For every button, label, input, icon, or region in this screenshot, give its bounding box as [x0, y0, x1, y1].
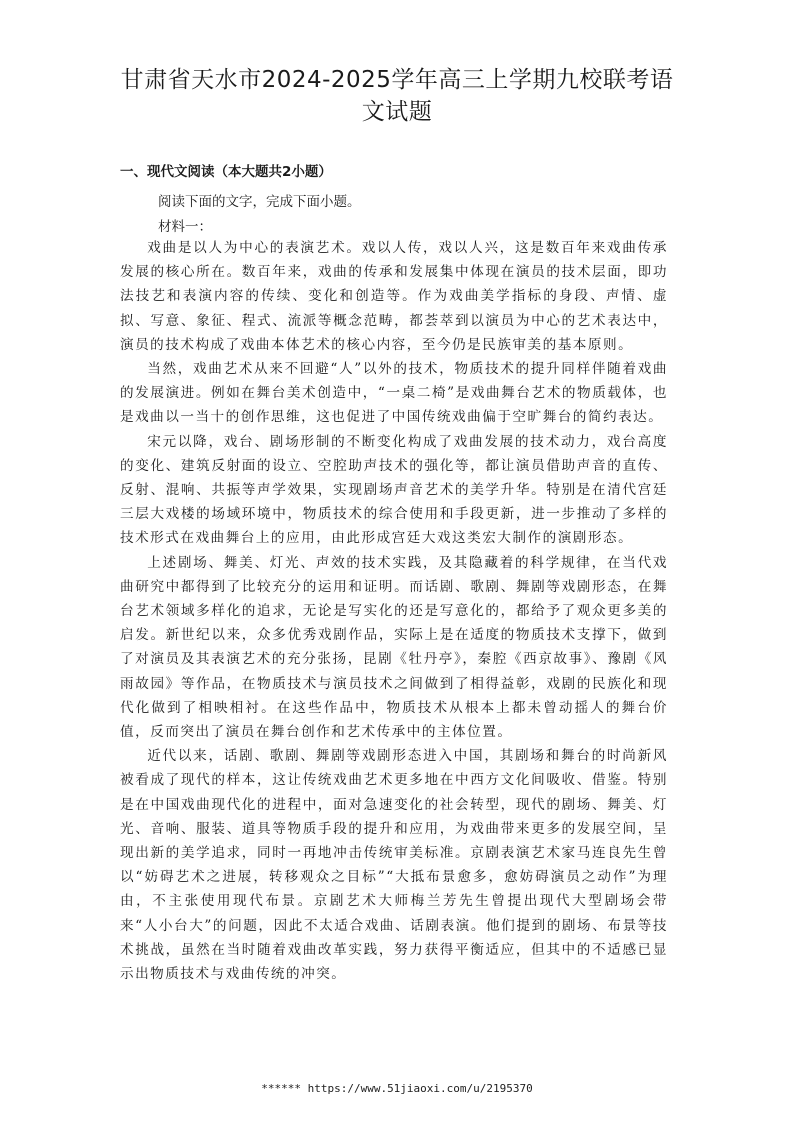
paragraph: 戏曲是以人为中心的表演艺术。戏以人传，戏以人兴，这是数百年来戏曲传承发展的核心所在。数百年来，戏曲的传承和发展集中体现在演员的技术层面，即功法技艺和表演内容的传续、变化和创造等。作为戏曲美学指标的身段、声情、虚拟、写意、象征、程式、流派等概念范畴，都荟萃到以演员为中心的艺术表达中，演员的技术构成了戏曲本体艺术的核心内容，至今仍是民族审美的基本原则。 [120, 240, 668, 353]
paragraph: 当然，戏曲艺术从来不回避“人”以外的技术，物质技术的提升同样伴随着戏曲的发展演进。例如在舞台美术创造中，“一桌二椅”是戏曲舞台艺术的物质载体，也是戏曲以一当十的创作思维，这也促进了中国传统戏曲偏于空旷舞台的简约表达。 [120, 361, 668, 426]
footer-url: ****** https://www.51jiaoxi.com/u/2195370 [261, 1082, 533, 1095]
paragraph: 宋元以降，戏台、剧场形制的不断变化构成了戏曲发展的技术动力，戏台高度的变化、建筑反射面的设立、空腔助声技术的强化等，都让演员借助声音的直传、反射、混响、共振等声学效果，实现剧场声音艺术的美学升华。特别是在清代宫廷三层大戏楼的场域环境中，物质技术的综合使用和手段更新，进一步推动了多样的技术形式在戏曲舞台上的应用，由此形成宫廷大戏这类宏大制作的演剧形态。 [120, 433, 668, 547]
material-label: 材料一： [158, 219, 212, 235]
paragraph: 上述剧场、舞美、灯光、声效的技术实践，及其隐藏着的科学规律，在当代戏曲研究中都得到了比较充分的运用和证明。而话剧、歌剧、舞剧等戏剧形态，在舞台艺术领域多样化的追求，无论是写实化的还是写意化的，都给予了观众更多美的启发。新世纪以来，众多优秀戏剧作品，实际上是在适度的物质技术支撑下，做到了对演员及其表演艺术的充分张扬，昆剧《牡丹亭》，秦腔《西京故事》、豫剧《风雨故园》等作品，在物质技术与演员技术之间做到了相得益彰，戏剧的民族化和现代化做到了相映相衬。在这些作品中，物质技术从根本上都未曾动摇人的舞台价值，反而突出了演员在舞台创作和艺术传承中的主体位置。 [120, 554, 668, 741]
section-heading: 一、现代文阅读（本大题共2小题） [120, 164, 332, 180]
passage-body [120, 236, 668, 986]
reading-instruction: 阅读下面的文字，完成下面小题。 [158, 194, 361, 210]
document-title: 甘肃省天水市2024-2025学年高三上学期九校联考语文试题 [120, 67, 674, 125]
paragraph: 近代以来，话剧、歌剧、舞剧等戏剧形态进入中国，其剧场和舞台的时尚新风被看成了现代的样本，这让传统戏曲艺术更多地在中西方文化间吸收、借鉴。特别是在中国戏曲现代化的进程中，面对急速变化的社会转型，现代的剧场、舞美、灯光、音响、服装、道具等物质手段的提升和应用，为戏曲带来更多的发展空间，呈现出新的美学追求，同时一再地冲击传统审美标准。京剧表演艺术家马连良先生曾以“妨碍艺术之进展，转移观众之目标”“大抵布景愈多，愈妨碍演员之动作”为理由，不主张使用现代布景。京剧艺术大师梅兰芳先生曾提出现代大型剧场会带来“人小台大”的问题，因此不太适合戏曲、话剧表演。他们提到的剧场、布景等技术挑战，虽然在当时随着戏曲改革实践，努力获得平衡适应，但其中的不适感已显示出物质技术与戏曲传统的冲突。 [120, 748, 668, 983]
